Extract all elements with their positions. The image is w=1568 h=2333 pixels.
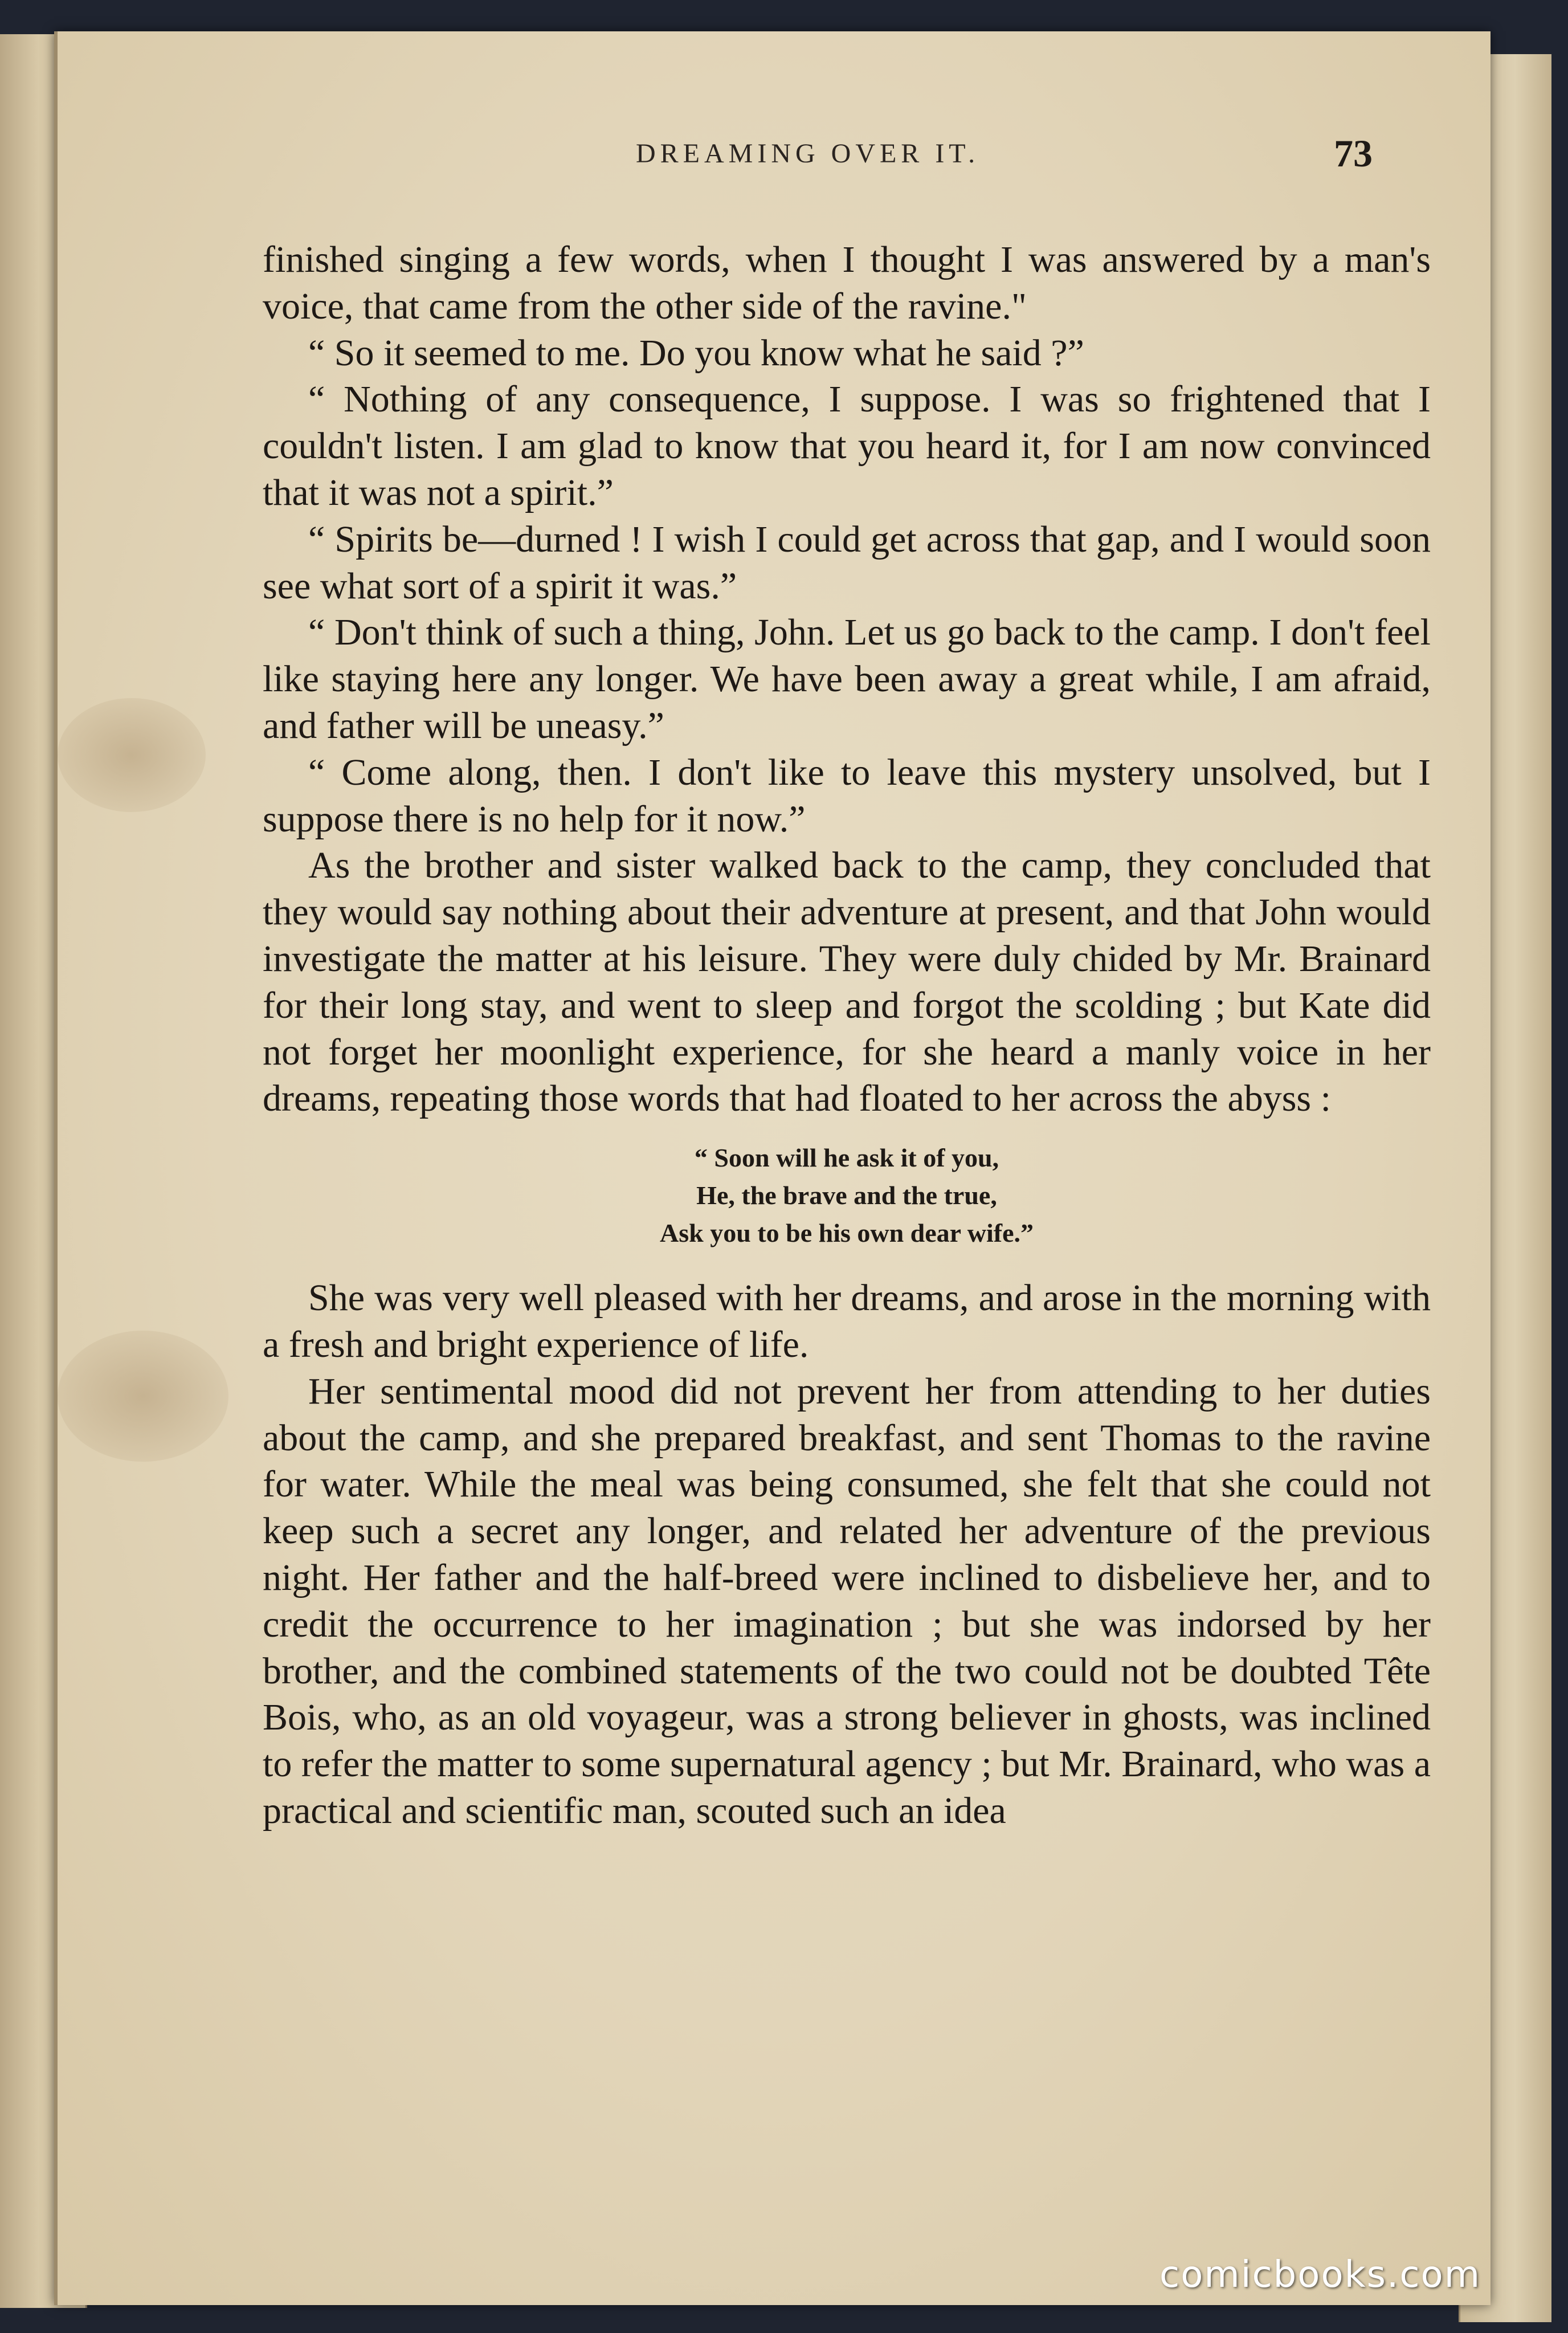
page-number: 73 (1334, 132, 1373, 175)
verse-line: “ Soon will he ask it of you, (694, 1143, 999, 1173)
page-stain (58, 698, 206, 812)
paragraph: “ Nothing of any consequence, I suppose. I was so frightened that I couldn't listen. I am glad to know that you heard it, for I am now convinced that it was not a spirit.” (263, 378, 1431, 513)
paragraph: “ Don't think of such a thing, John. Let us go back to the camp. I don't feel like staying here any longer. We have been away a great while, I am afraid, and father will be uneasy.” (263, 611, 1431, 747)
watermark: comicbooks.com (1159, 2254, 1481, 2296)
body-text (263, 236, 1431, 1834)
book-page (54, 31, 1491, 2305)
running-head: DREAMING OVER IT. (636, 138, 980, 169)
page-stain (58, 1331, 228, 1462)
verse-line: Ask you to be his own dear wife.” (660, 1218, 1034, 1248)
paragraph: “ Come along, then. I don't like to leave this mystery unsolved, but I suppose there is no help for it now.” (263, 751, 1431, 840)
paragraph: Her sentimental mood did not prevent her from attending to her duties about the camp, and she prepared breakfast, and sent Thomas to the ravine for water. While the meal was being consumed, she felt that she could not keep such a secret any longer, and related her adventure of the previous night. Her father and the half-breed were inclined to disbelieve her, and to credit the occurrence to her imagination ; but she was indorsed by her brother, and the combined statements of the two could not be doubted Tête Bois, who, as an old voyageur, was a strong believer in ghosts, was inclined to refer the matter to some supernatural agency ; but Mr. Brainard, who was a practical and scientific man, scouted such an idea (263, 1370, 1431, 1832)
verse-quote (263, 1139, 1431, 1252)
paragraph: “ Spirits be—durned ! I wish I could get across that gap, and I would soon see what sort of a spirit it was.” (263, 518, 1431, 607)
paragraph: As the brother and sister walked back to the camp, they concluded that they would say nothing about their adventure at present, and that John would investigate the matter at his leisure. They were duly chided by Mr. Brainard for their long stay, and went to sleep and forgot the scolding ; but Kate did not forget her moonlight experience, for she heard a manly voice in her dreams, repeating those words that had floated to her across the abyss : (263, 845, 1431, 1120)
page-header (58, 131, 1491, 182)
paragraph: finished singing a few words, when I thought I was answered by a man's voice, that came from the other side of the ravine." (263, 239, 1431, 327)
paragraph: “ So it seemed to me. Do you know what he said ?” (308, 332, 1084, 374)
verse-line: He, the brave and the true, (696, 1181, 997, 1210)
paragraph: She was very well pleased with her dreams, and arose in the morning with a fresh and bright experience of life. (263, 1277, 1431, 1365)
